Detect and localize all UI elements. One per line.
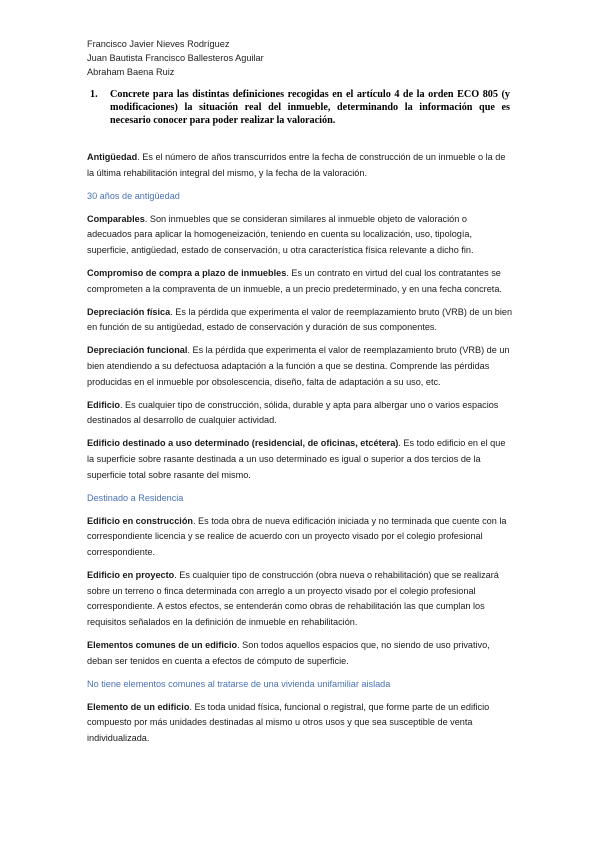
definition-text: . Es toda obra de nueva edificación iniciada y no terminada que cuente con la correspondiente licencia y se realice de acuerdo con un proyecto visado por el colegio profesional correspondiente.	[87, 515, 507, 557]
definition-text: . Son todos aquellos espacios que, no siendo de uso privativo, deban ser tenidos en cuenta a efectos de cómputo de superficie.	[87, 639, 490, 666]
definition-term: Edificio destinado a uso determinado (residencial, de oficinas, etcétera)	[87, 438, 399, 449]
definition-text: . Es un contrato en virtud del cual los contratantes se comprometen a la compraventa de un inmueble, a un precio predeterminado, y en una fecha concreta.	[87, 268, 502, 294]
definition-term: Edificio en proyecto	[87, 570, 175, 581]
answer-note: No tiene elementos comunes al tratarse de una vivienda unifamiliar aislada	[87, 678, 391, 689]
definition-paragraph	[87, 638, 513, 669]
question-text: Concrete para las distintas definiciones recogidas en el artículo 4 de la orden ECO 805 (y modificaciones) la situación real del inmueble, determinando la información que es necesario conocer para poder realizar la valoración.	[110, 89, 510, 127]
definition-paragraph	[87, 436, 513, 483]
question-heading	[90, 88, 510, 128]
definition-paragraph	[87, 266, 513, 297]
definition-text: . Son inmuebles que se consideran similares al inmueble objeto de valoración o adecuados para aplicar la homogeneización, teniendo en cuenta su localización, uso, tipología, superficie, antigüedad, estado de conservación, u otra característica física relevante a dicho fin.	[87, 213, 474, 255]
author-name: Abraham Baena Ruiz	[87, 66, 175, 77]
definition-paragraph	[87, 150, 513, 181]
question-number: 1.	[90, 89, 98, 100]
definition-term: Antigüedad	[87, 152, 138, 162]
definition-text: . Es cualquier tipo de construcción, sólida, durable y apta para albergar uno o varios espacios destinados al desarrollo de cualquier actividad.	[87, 399, 499, 426]
definitions-body	[87, 150, 513, 754]
definition-paragraph	[87, 305, 513, 336]
definition-term: Elemento de un edificio	[87, 701, 190, 712]
definition-text: . Es el número de años transcurridos entre la fecha de construcción de un inmueble o la de la última rehabilitación integral del mismo, y la fecha de la valoración.	[87, 152, 506, 178]
definition-text: . Es toda unidad física, funcional o registral, que forme parte de un edificio compuesto por más unidades destinadas al mismo u otros usos y que sea susceptible de venta individualizada.	[87, 701, 490, 743]
definition-term: Edificio en construcción	[87, 515, 193, 526]
definition-term: Depreciación funcional	[87, 345, 188, 356]
definition-term: Depreciación física	[87, 306, 171, 317]
answer-note: 30 años de antigüedad	[87, 190, 180, 201]
definition-paragraph	[87, 212, 513, 259]
definition-term: Edificio	[87, 399, 120, 410]
author-name: Juan Bautista Francisco Ballesteros Aguilar	[87, 52, 264, 63]
definition-paragraph	[87, 398, 513, 429]
author-list	[87, 38, 264, 79]
answer-note: Destinado a Residencia	[87, 492, 184, 503]
definition-paragraph	[87, 568, 513, 630]
author-name: Francisco Javier Nieves Rodríguez	[87, 39, 230, 49]
definition-text: . Es cualquier tipo de construcción (obra nueva o rehabilitación) que se realizará sobre un terreno o finca determinada con arreglo a un proyecto visado por el colegio profesional correspondiente. A estos efectos, se entenderán como obras de rehabilitación las que cumplan los requisitos señalados en la definición de inmueble en rehabilitación.	[87, 570, 499, 627]
definition-paragraph	[87, 700, 513, 747]
definition-text: . Es la pérdida que experimenta el valor de reemplazamiento bruto (VRB) de un bien en función de su antigüedad, estado de conservación y duración de sus componentes.	[87, 306, 513, 333]
definition-text: . Es la pérdida que experimenta el valor de reemplazamiento bruto (VRB) de un bien atendiendo a su defectuosa adaptación a la función a que se destina. Comprende las pérdidas producidas en el inmueble por obsolescencia, diseño, falta de adaptación a su uso, etc.	[87, 345, 510, 387]
definition-paragraph	[87, 343, 513, 390]
definition-term: Comparables	[87, 213, 145, 224]
definition-term: Compromiso de compra a plazo de inmuebles	[87, 268, 287, 279]
definition-term: Elementos comunes de un edificio	[87, 639, 238, 650]
definition-text: . Es todo edificio en el que la superficie sobre rasante destinada a un uso determinado es igual o superior a dos tercios de la superficie total sobre rasante del mismo.	[87, 438, 506, 480]
definition-paragraph	[87, 514, 513, 561]
